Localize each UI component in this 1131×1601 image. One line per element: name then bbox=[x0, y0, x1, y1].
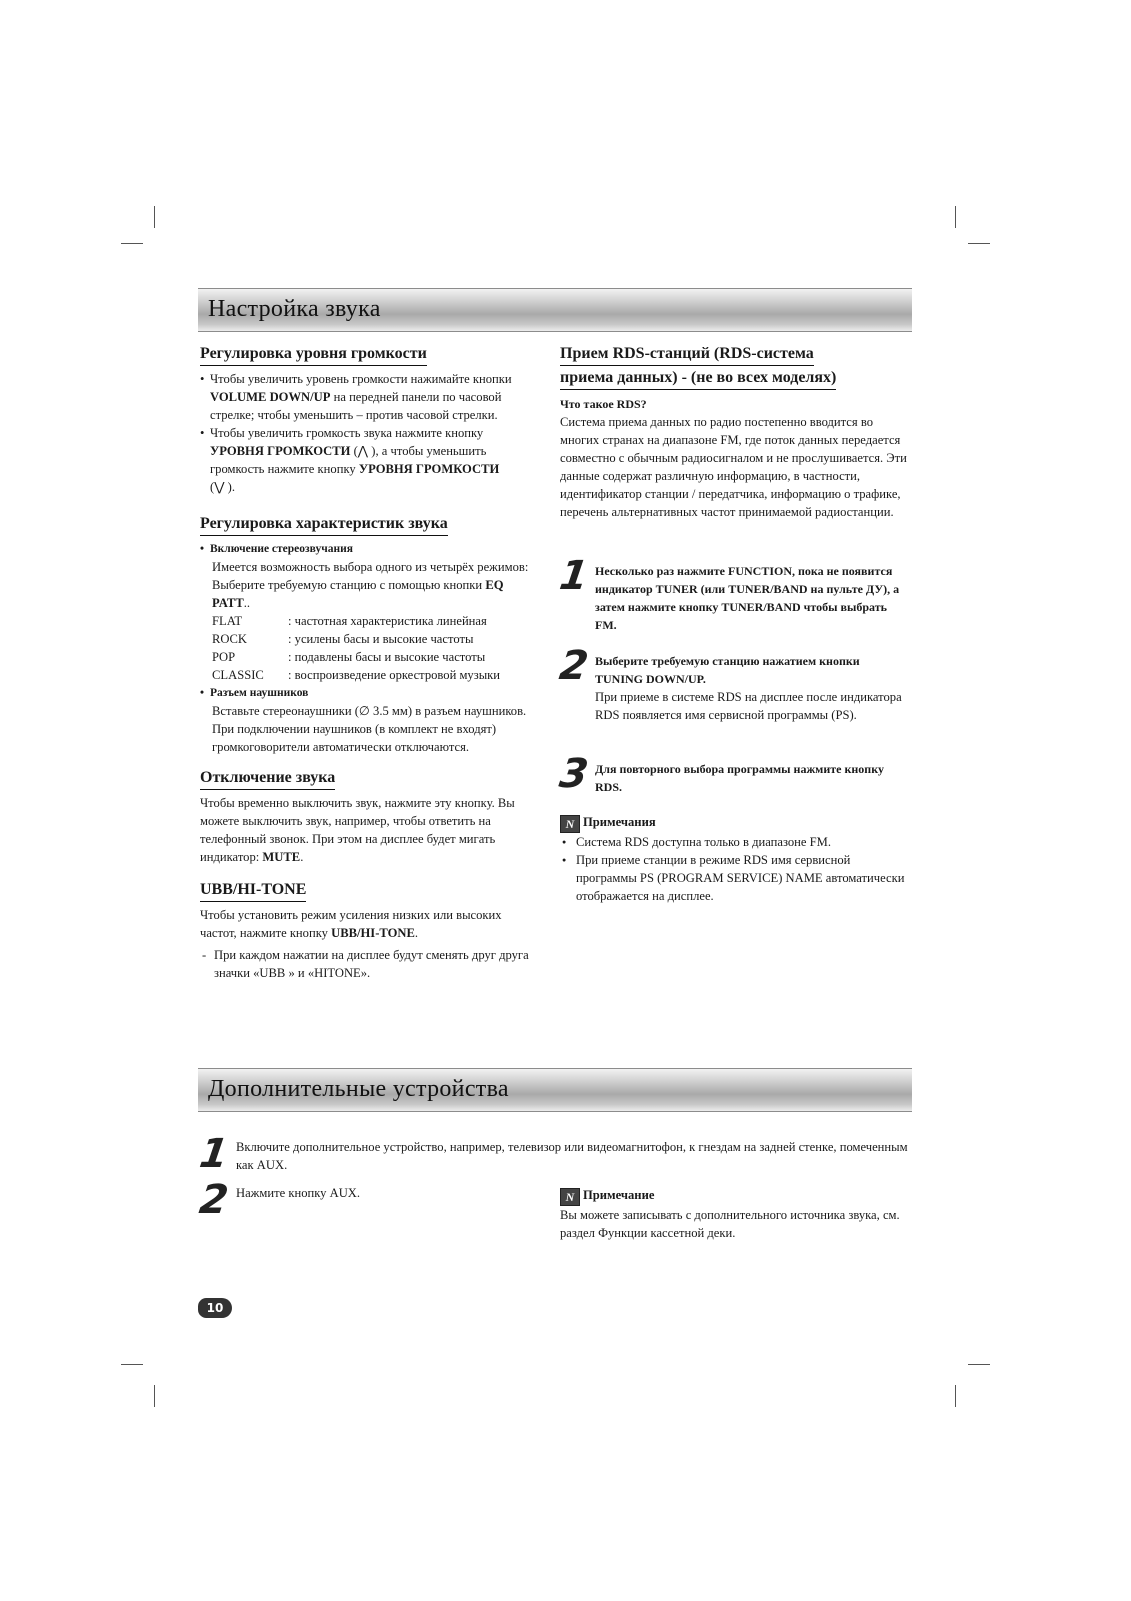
phones-text-2: При подключении наушников (в комплект не входят) громкоговорители автоматически отключаются. bbox=[212, 722, 497, 754]
mode-row: FLAT : частотная характеристика линейная bbox=[212, 614, 487, 628]
aux-note: N Примечание Вы можете записывать с дополнительного источника звука, см. раздел Функции кассетной деки. bbox=[560, 1186, 910, 1242]
step-number-2: 2 bbox=[556, 643, 592, 689]
sound-heading: Регулировка характеристик звука bbox=[200, 514, 448, 536]
stereo-select: Выберите требуемую станцию с помощью кнопки EQ PATT.. bbox=[212, 578, 504, 610]
phones-text-1: Вставьте стереонаушники (∅ 3.5 мм) в разъем наушников. bbox=[212, 704, 527, 718]
crop-mark bbox=[154, 206, 155, 228]
rds-step-2: Выберите требуемую станцию нажатием кнопки TUNING DOWN/UP. При приеме в системе RDS на дисплее после индикатора RDS появляется имя сервисной программы (PS). bbox=[595, 654, 902, 722]
left-column bbox=[200, 344, 540, 982]
rds-notes: N Примечания ● Система RDS доступна только в диапазоне FM. ● При приеме станции в режиме RDS имя сервисной программы PS (PROGRAM SERVICE) NAME автоматически отображается на дисплее. bbox=[560, 813, 910, 905]
rds-step-3: Для повторного выбора программы нажмите кнопку RDS. bbox=[595, 762, 884, 794]
section-title: Дополнительные устройства bbox=[208, 1076, 509, 1102]
crop-mark bbox=[955, 1385, 956, 1407]
note-icon: N bbox=[560, 1188, 580, 1206]
mute-text: Чтобы временно выключить звук, нажмите эту кнопку. Вы можете выключить звук, например, чтобы ответить на телефонный звонок. При этом на дисплее будет мигать индикатор: MUTE. bbox=[200, 796, 515, 864]
page-number: 10 bbox=[198, 1298, 232, 1318]
mode-row: POP : подавлены басы и высокие частоты bbox=[212, 650, 486, 664]
section-title: Настройка звука bbox=[208, 296, 381, 322]
note-item: ● Система RDS доступна только в диапазоне FM. bbox=[560, 833, 910, 851]
rds-description: Система приема данных по радио постепенно вводится во многих странах на диапазоне FM, где поток данных передается совместно с обычным радиосигналом и не прослушивается. Эти данные содержат различную информацию, в частности, идентификатор станции / передатчика, информацию о трафике, перечень альтернативных частот принимаемой радиостанции. bbox=[560, 415, 907, 519]
stereo-text: Имеется возможность выбора одного из четырёх режимов: bbox=[212, 560, 529, 574]
crop-mark bbox=[154, 1385, 155, 1407]
ubb-dash-item: - При каждом нажатии на дисплее будут сменять друг друга значки «UBB » и «HITONE». bbox=[200, 946, 540, 982]
crop-mark bbox=[968, 243, 990, 244]
volume-bullet-2: • Чтобы увеличить громкость звука нажмите кнопку УРОВНЯ ГРОМКОСТИ (⋀ ), а чтобы уменьшить громкость нажмите кнопку УРОВНЯ ГРОМКОСТИ (⋁ ). bbox=[200, 424, 540, 496]
crop-mark bbox=[121, 1364, 143, 1365]
mode-row: CLASSIC : воспроизведение оркестровой музыки bbox=[212, 668, 501, 682]
aux-step-2: Нажмите кнопку AUX. bbox=[236, 1186, 361, 1200]
note-icon: N bbox=[560, 815, 580, 833]
rds-question: Что такое RDS? bbox=[560, 397, 647, 411]
crop-mark bbox=[968, 1364, 990, 1365]
aux-note-text: Вы можете записывать с дополнительного источника звука, см. раздел Функции кассетной деки. bbox=[560, 1208, 900, 1240]
rds-column bbox=[560, 344, 910, 521]
rds-heading-line-2: приема данных) - (не во всех моделях) bbox=[560, 368, 836, 390]
volume-bullet-1: • Чтобы увеличить уровень громкости нажимайте кнопки VOLUME DOWN/UP на передней панели по часовой стрелке; чтобы уменьшить – против часовой стрелки. bbox=[200, 370, 540, 424]
rds-heading-line-1: Прием RDS-станций (RDS-система bbox=[560, 344, 814, 366]
mute-heading: Отключение звука bbox=[200, 768, 335, 790]
crop-mark bbox=[955, 206, 956, 228]
step-number-2: 2 bbox=[196, 1177, 232, 1223]
crop-mark bbox=[121, 243, 143, 244]
aux-step-1: Включите дополнительное устройство, например, телевизор или видеомагнитофон, к гнездам на задней стенке, помеченным как AUX. bbox=[236, 1140, 908, 1172]
phones-subheading: • Разъем наушников bbox=[200, 684, 540, 702]
rds-step-1: Несколько раз нажмите FUNCTION, пока не появится индикатор TUNER (или TUNER/BAND на пульте ДУ), а затем нажмите кнопку TUNER/BAND чтобы выбрать FM. bbox=[595, 564, 900, 632]
step-number-1: 1 bbox=[196, 1131, 232, 1177]
ubb-heading: UBB/HI-TONE bbox=[200, 880, 306, 902]
step-number-3: 3 bbox=[556, 751, 592, 797]
step-number-1: 1 bbox=[556, 553, 592, 599]
stereo-subheading: • Включение стереозвучания bbox=[200, 540, 540, 558]
volume-heading: Регулировка уровня громкости bbox=[200, 344, 427, 366]
mode-row: ROCK : усилены басы и высокие частоты bbox=[212, 632, 474, 646]
section-banner-sound-settings bbox=[198, 288, 912, 332]
ubb-text: Чтобы установить режим усиления низких или высоких частот, нажмите кнопку UBB/HI-TONE. bbox=[200, 908, 502, 940]
section-banner-aux bbox=[198, 1068, 912, 1112]
note-item: ● При приеме станции в режиме RDS имя сервисной программы PS (PROGRAM SERVICE) NAME автоматически отображается на дисплее. bbox=[560, 851, 910, 905]
